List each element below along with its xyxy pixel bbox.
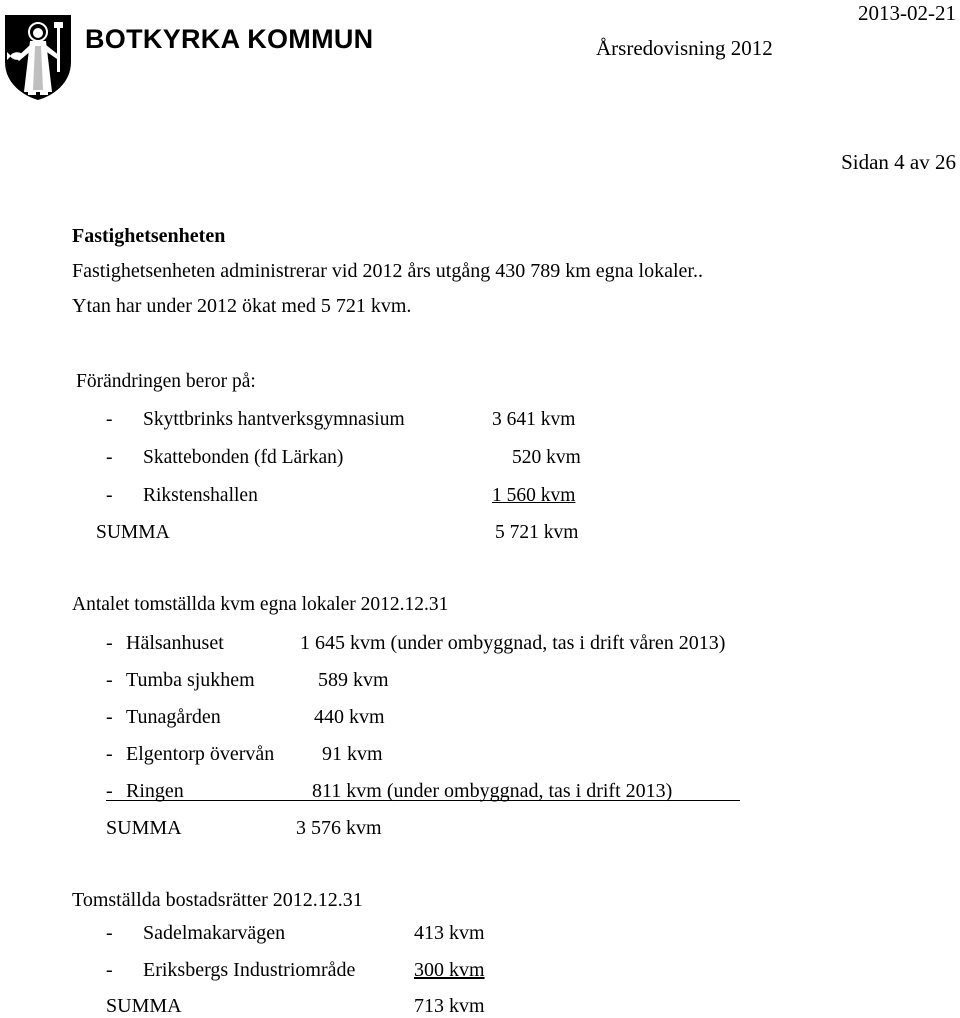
list-dash: - <box>106 922 113 944</box>
list-dash: - <box>106 959 113 981</box>
sum-label: SUMMA <box>96 522 170 543</box>
vacant-item-name: Elgentorp övervån <box>126 743 275 765</box>
changes-item-name: Skattebonden (fd Lärkan) <box>143 447 344 468</box>
vacant-item-value: 91 kvm <box>322 743 383 765</box>
coat-of-arms-icon <box>2 12 74 102</box>
list-dash: - <box>106 485 113 506</box>
document-title: Årsredovisning 2012 <box>596 36 773 60</box>
org-name: BOTKYRKA KOMMUN <box>85 24 374 54</box>
vacant-item-value: 811 kvm (under ombyggnad, tas i drift 2013) <box>312 780 673 802</box>
list-dash: - <box>106 669 113 691</box>
vacant-item-value: 440 kvm <box>314 706 385 728</box>
list-dash: - <box>106 632 113 654</box>
list-dash: - <box>106 409 113 430</box>
vacant-item-name: Ringen <box>126 780 184 802</box>
changes-item-value: 520 kvm <box>512 447 581 468</box>
list-dash: - <box>106 743 113 765</box>
vacant-item-name: Tumba sjukhem <box>126 669 255 691</box>
tenant-heading: Tomställda bostadsrätter 2012.12.31 <box>72 889 363 911</box>
list-dash: - <box>106 706 113 728</box>
vacant-item-name: Hälsanhuset <box>126 632 224 654</box>
list-dash: - <box>106 780 113 802</box>
sum-label: SUMMA <box>106 817 182 839</box>
row-underline <box>106 800 740 801</box>
tenant-item-value: 413 kvm <box>414 922 485 944</box>
changes-intro: Förändringen beror på: <box>76 371 256 392</box>
section-paragraph-line: Ytan har under 2012 ökat med 5 721 kvm. <box>72 295 412 317</box>
vacant-item-value: 1 645 kvm (under ombyggnad, tas i drift våren 2013) <box>300 632 726 654</box>
page-number: Sidan 4 av 26 <box>841 150 956 174</box>
tenant-item-name: Sadelmakarvägen <box>143 922 286 944</box>
section-heading: Fastighetsenheten <box>72 225 226 247</box>
sum-value: 713 kvm <box>414 995 485 1017</box>
changes-item-name: Skyttbrinks hantverksgymnasium <box>143 409 405 430</box>
list-dash: - <box>106 447 113 468</box>
tenant-item-name: Eriksbergs Industriområde <box>143 959 356 981</box>
header-date: 2013-02-21 <box>858 1 956 25</box>
vacant-heading: Antalet tomställda kvm egna lokaler 2012.12.31 <box>72 594 449 615</box>
vacant-item-value: 589 kvm <box>318 669 389 691</box>
section-paragraph-line: Fastighetsenheten administrerar vid 2012 års utgång 430 789 km egna lokaler.. <box>72 260 703 282</box>
vacant-item-name: Tunagården <box>126 706 221 728</box>
changes-item-value: 1 560 kvm <box>492 485 576 506</box>
sum-value: 5 721 kvm <box>495 522 579 543</box>
changes-item-value: 3 641 kvm <box>492 409 576 430</box>
sum-label: SUMMA <box>106 995 182 1017</box>
sum-value: 3 576 kvm <box>296 817 382 839</box>
tenant-item-value: 300 kvm <box>414 959 485 981</box>
changes-item-name: Rikstenshallen <box>143 485 258 506</box>
